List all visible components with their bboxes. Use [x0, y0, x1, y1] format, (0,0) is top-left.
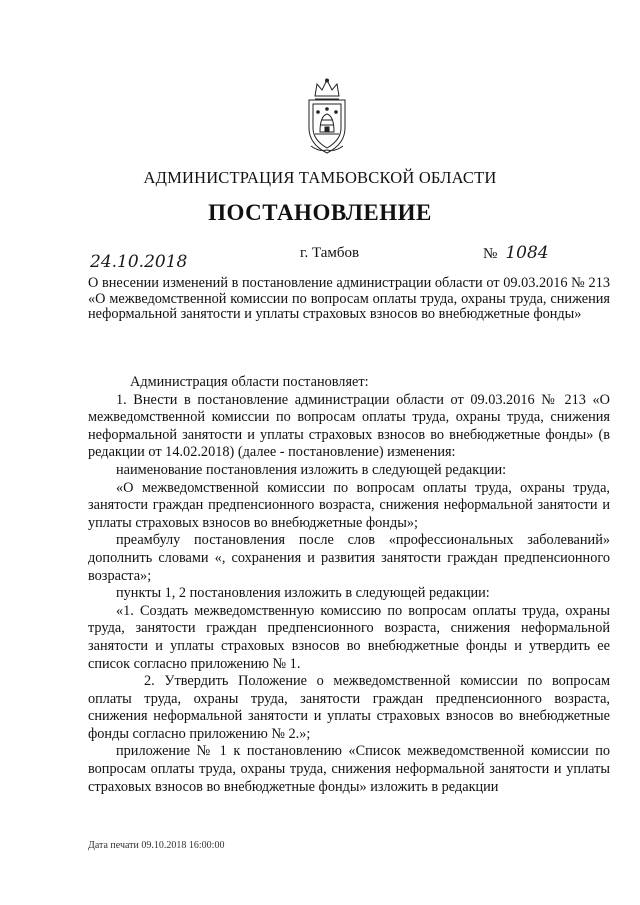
- document-subject: О внесении изменений в постановление администрации области от 09.03.2016 № 213 «О межведомственной комиссии по вопросам оплаты труда, охраны труда, снижения неформальной занятости и уплаты страховых взносов во внебюджетные фонды»: [88, 275, 610, 322]
- print-date: Дата печати 09.10.2018 16:00:00: [88, 840, 225, 851]
- paragraph-title-change: наименование постановления изложить в следующей редакции:: [116, 461, 507, 478]
- city: г. Тамбов: [300, 245, 360, 261]
- paragraph-points: пункты 1, 2 постановления изложить в следующей редакции:: [116, 585, 490, 602]
- document-number: [483, 243, 549, 263]
- handwritten-date: 24.10.2018: [90, 252, 188, 272]
- handwritten-number: 1084: [505, 243, 549, 263]
- paragraph-appendix: приложение № 1 к постановлению «Список межведомственной комиссии по вопросам оплаты труда, охраны труда, снижения неформальной занятости и уплаты страховых взносов во внебюджетные фонды» изложить в редакции: [88, 743, 610, 795]
- paragraph-point-1: «1. Создать межведомственную комиссию по вопросам оплаты труда, охраны труда, занятости граждан предпенсионного возраста, снижения неформальной занятости и уплаты страховых взносов во внебюджетные фонды и утвердить ее список согласно приложению № 1.: [88, 602, 610, 672]
- document-type: ПОСТАНОВЛЕНИЕ: [208, 200, 432, 225]
- paragraph-point-2: 2. Утвердить Положение о межведомственной комиссии по вопросам оплаты труда, охраны труда, занятости граждан предпенсионного возраста, снижения неформальной занятости и уплаты страховых взносов во внебюджетные фонды согласно приложению № 2.»;: [88, 673, 610, 742]
- document-body: [88, 374, 610, 796]
- organization-name: АДМИНИСТРАЦИЯ ТАМБОВСКОЙ ОБЛАСТИ: [143, 168, 497, 187]
- number-label: №: [483, 246, 498, 262]
- paragraph-preamble: преамбулу постановления после слов «профессиональных заболеваний» дополнить словами «, сохранения и развития занятости граждан предпенсионного возраста»;: [88, 532, 610, 584]
- paragraph-1: 1. Внести в постановление администрации области от 09.03.2016 № 213 «О межведомственной комиссии по вопросам оплаты труда, охраны труда, снижения неформальной занятости и уплаты страховых взносов во внебюджетные фонды» (в редакции от 14.02.2018) (далее - постановление) изменения:: [88, 391, 610, 461]
- paragraph-intro: Администрация области постановляет:: [130, 374, 369, 390]
- paragraph-new-title: «О межведомственной комиссии по вопросам оплаты труда, охраны труда, занятости граждан предпенсионного возраста, снижения неформальной занятости и уплаты страховых взносов во внебюджетные фонды»;: [88, 479, 610, 531]
- coat-of-arms-icon: [303, 78, 351, 156]
